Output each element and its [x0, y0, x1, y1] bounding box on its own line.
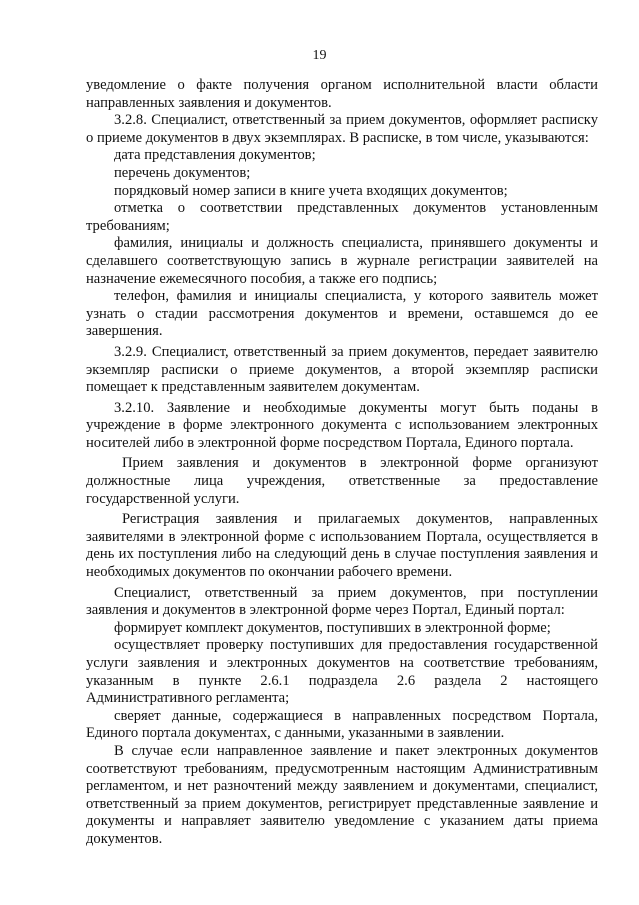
paragraph-3-2-10: 3.2.10. Заявление и необходимые документы могут быть поданы в учреждение в форме электронного документа с использованием электронных носителей либо в электронной форме посредством Портала, Единого портала.: [86, 399, 598, 451]
paragraph-3-2-8: 3.2.8. Специалист, ответственный за прием документов, оформляет расписку о приеме документов в двух экземплярах. В расписке, в том числе, указываются:: [86, 112, 598, 146]
paragraph-reception-organization: Прием заявления и документов в электронной форме организуют должностные лица учреждения, ответственные за предоставление государственной услуги.: [86, 455, 598, 507]
paragraph-registration: Регистрация заявления и прилагаемых документов, направленных заявителями в электронной форме с использованием Портала, осуществляется в день их поступления либо на следующий день в случае поступления заявления и необходимых документов по окончании рабочего времени.: [86, 511, 598, 581]
list-item-specialist-phone: телефон, фамилия и инициалы специалиста, у которого заявитель может узнать о стадии рассмотрения документов и времени, оставшемся до ее завершения.: [86, 288, 598, 340]
page-number: 19: [312, 48, 327, 63]
document-body: [86, 77, 598, 849]
paragraph-continuation: уведомление о факте получения органом исполнительной власти области направленных заявления и документов.: [86, 77, 598, 111]
list-item-document-list: перечень документов;: [114, 164, 251, 181]
list-item-date: дата представления документов;: [114, 147, 316, 164]
list-item-compliance-mark: отметка о соответствии представленных документов установленным требованиям;: [86, 200, 598, 234]
paragraph-specialist-actions: Специалист, ответственный за прием документов, при поступлении заявления и документов в электронной форме через Портал, Единый портал:: [86, 584, 598, 619]
list-item-reconcile: сверяет данные, содержащиеся в направленных посредством Портала, Единого портала документах, с данными, указанными в заявлении.: [86, 707, 598, 742]
paragraph-3-2-9: 3.2.9. Специалист, ответственный за прием документов, передает заявителю экземпляр расписки о приеме документов, а второй экземпляр расписки помещает к представленным заявителем документам.: [86, 343, 598, 396]
list-item-form-package: формирует комплект документов, поступивших в электронной форме;: [114, 619, 551, 636]
paragraph-registration-notice: В случае если направленное заявление и пакет электронных документов соответствуют требованиям, предусмотренным настоящим Административным регламентом, и нет разночтений между заявлением и документами, специалист, ответственный за прием документов, регистрирует представленные заявление и документы и направляет заявителю уведомление с указанием даты приема документов.: [86, 742, 598, 847]
list-item-specialist-name: фамилия, инициалы и должность специалиста, принявшего документы и сделавшего соответствующую запись в журнале регистрации заявителей на назначение ежемесячного пособия, а также его подпись;: [86, 235, 598, 287]
list-item-verification: осуществляет проверку поступивших для предоставления государственной услуги заявления и электронных документов на соответствие требованиям, указанным в пункте 2.6.1 подраздела 2.6 раздела 2 настоящего Административного регламента;: [86, 637, 598, 707]
list-item-record-number: порядковый номер записи в книге учета входящих документов;: [114, 182, 508, 199]
